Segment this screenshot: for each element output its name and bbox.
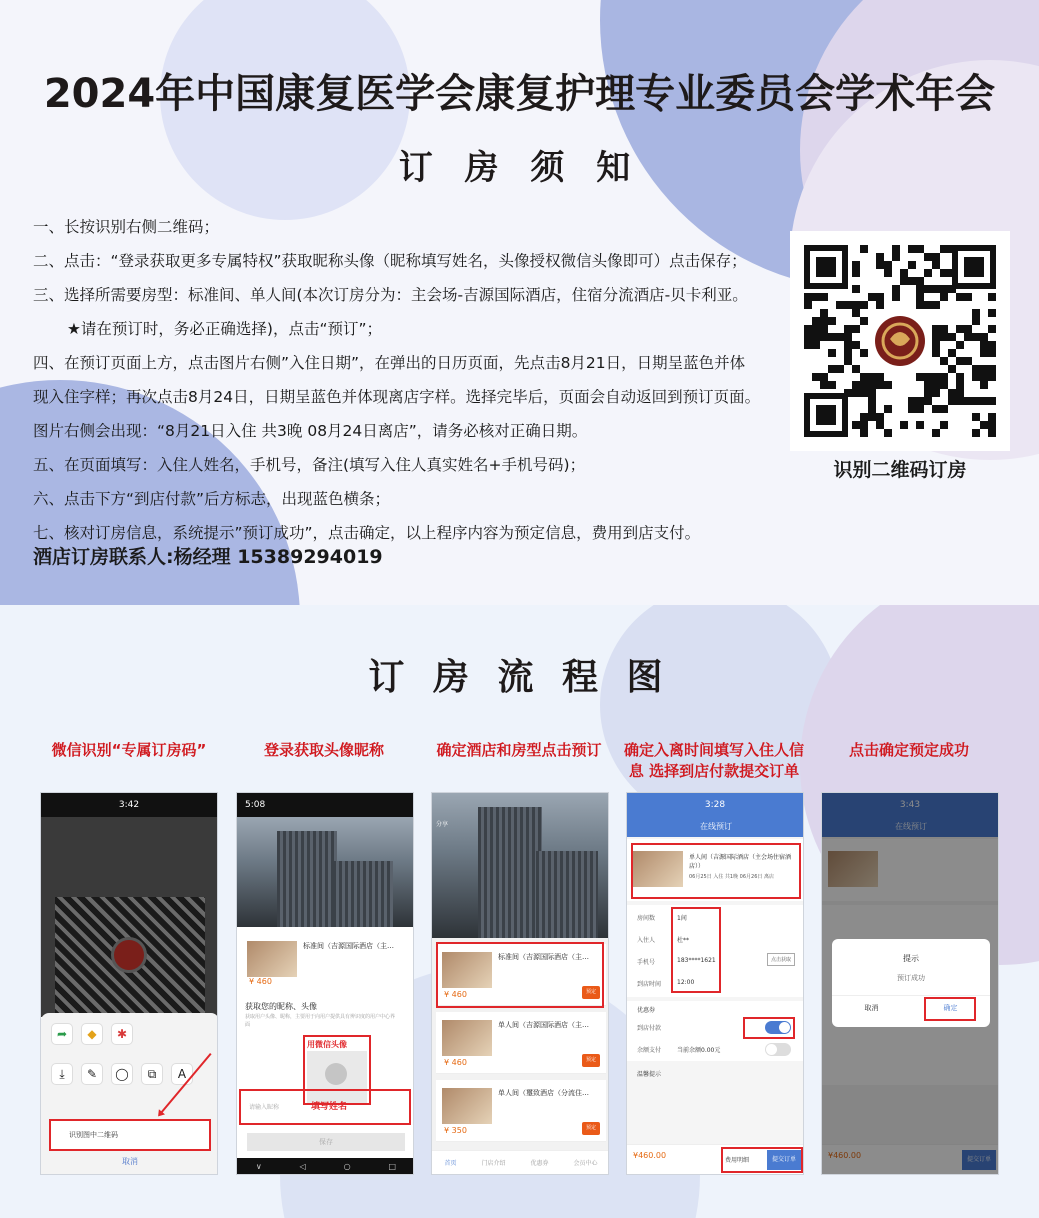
qr-preview <box>41 817 218 1017</box>
balance-value: 当前余额0.00元 <box>677 1047 721 1054</box>
qr-caption: 识别二维码订房 <box>833 459 967 481</box>
phone-input[interactable]: 183****1621 <box>677 957 716 964</box>
tab-home[interactable]: 首页 <box>444 1160 457 1167</box>
building-image <box>333 861 393 927</box>
booking-qr-code[interactable] <box>790 231 1010 451</box>
action-sheet <box>41 1013 218 1175</box>
highlight-box <box>436 942 604 1008</box>
contact-info: 酒店订房联系人:杨经理 15389294019 <box>33 546 383 568</box>
scan-icon[interactable]: ⧉ <box>141 1063 163 1085</box>
nickname-placeholder: 请输入昵称 <box>249 1104 280 1111</box>
hotel-photo <box>432 793 609 938</box>
save-button[interactable]: 保存 <box>247 1133 405 1151</box>
screenshot-step-1 <box>40 792 218 1175</box>
status-time: 3:42 <box>118 800 140 810</box>
get-code-button[interactable]: 点击获取 <box>767 953 795 966</box>
order-total: ¥460.00 <box>828 1151 862 1160</box>
notice-line: 四、在预订页面上方，点击图片右侧”入住日期”，在弹出的日历页面，先点击8月21日，日期呈蓝色并体 <box>33 354 746 372</box>
qr-code-icon <box>790 231 1010 451</box>
room-list <box>432 938 609 1175</box>
screenshot-step-2 <box>236 792 414 1175</box>
search-one-icon[interactable]: ✱ <box>111 1023 133 1045</box>
nav-back-icon[interactable]: ◁ <box>299 1161 306 1171</box>
notice-line: 现入住字样；再次点击8月24日，日期呈蓝色并体现离店字样。选择完毕后，页面会自动返回到预订页面。 <box>33 388 761 406</box>
room-card[interactable] <box>436 1080 606 1142</box>
room-card <box>241 933 411 993</box>
nav-title: 在线预订 <box>627 817 804 837</box>
room-thumbnail <box>442 1020 492 1056</box>
building-image <box>478 807 542 938</box>
highlight-box <box>924 997 976 1021</box>
submit-order-button[interactable]: 提交订单 <box>767 1150 801 1170</box>
save-image-icon[interactable]: ⤓ <box>51 1063 73 1085</box>
sheet-title: 获取您的昵称、头像 <box>245 1002 317 1011</box>
flow-title: 订 房 流 程 图 <box>368 657 671 698</box>
status-time: 3:28 <box>704 800 726 810</box>
notice-line: 七、核对订房信息，系统提示”预订成功”，点击确定，以上程序内容为预定信息，费用到店支付。 <box>33 524 701 542</box>
highlight-box <box>239 1089 411 1125</box>
sheet-desc: 获取用户头像、昵称，主要用于向用户提供具有辨识度的用户中心界面 <box>245 1014 396 1028</box>
order-footer <box>627 1144 804 1174</box>
dialog-title: 提示 <box>903 954 919 963</box>
cancel-button[interactable]: 取消 <box>122 1157 138 1166</box>
favorite-icon[interactable]: ◆ <box>81 1023 103 1045</box>
highlight-box <box>631 843 801 899</box>
field-label: 入住人 <box>637 937 656 944</box>
screenshot-step-5 <box>821 792 999 1175</box>
notice-line: ★请在预订时，务必正确选择)，点击“预订”； <box>67 320 383 338</box>
extract-text-icon[interactable]: A <box>171 1063 193 1085</box>
tips-title: 温馨提示 <box>637 1071 662 1078</box>
notice-line: 五、在页面填写：入住人姓名，手机号，备注(填写入住人真实姓名+手机号码)； <box>33 456 586 474</box>
success-dialog <box>832 939 990 1027</box>
highlight-box <box>671 907 721 993</box>
status-bar <box>627 793 803 817</box>
tab-member[interactable]: 会员中心 <box>573 1160 598 1167</box>
dialog-message: 预订成功 <box>897 974 925 982</box>
notice-line: 一、长按识别右侧二维码； <box>33 218 220 236</box>
balance-label: 余额支付 <box>637 1047 662 1054</box>
flow-section <box>0 605 1039 1218</box>
notice-line: 图片右侧会出现：“8月21日入住 共3晚 08月24日离店”，请务必核对正确日期。 <box>33 422 588 440</box>
hotel-photo <box>237 817 414 927</box>
notice-section <box>0 0 1039 605</box>
submit-order-button[interactable]: 提交订单 <box>962 1150 996 1170</box>
dialog-cancel-button[interactable]: 取消 <box>864 1004 879 1012</box>
recognize-qr-option[interactable]: 识别图中二维码 <box>51 1121 209 1149</box>
room-price: ¥ 350 <box>444 1126 467 1135</box>
screenshot-step-3 <box>431 792 609 1175</box>
payment-options <box>627 1001 804 1061</box>
status-bar <box>237 793 413 817</box>
room-price: ¥ 460 <box>249 977 272 986</box>
screenshot-step-4 <box>626 792 804 1175</box>
page-title: 2024年中国康复医学会康复护理专业委员会学术年会 <box>43 71 996 117</box>
dialog-confirm-button[interactable]: 确定 <box>943 1004 958 1012</box>
room-name: 标准间（吉源国际酒店（主… <box>498 953 589 961</box>
cost-detail-link[interactable]: 费用明细 <box>725 1157 750 1164</box>
nav-title: 在线预订 <box>822 817 999 837</box>
step-label-3: 确定酒店和房型点击预订 <box>436 741 602 759</box>
room-price: ¥ 460 <box>444 990 467 999</box>
room-name: 单人间（吉源国际酒店（主会场住宿酒店）） <box>689 854 792 870</box>
building-image <box>277 831 337 927</box>
arrival-time[interactable]: 12:00 <box>677 979 695 986</box>
room-price: ¥ 460 <box>444 1058 467 1067</box>
comment-icon[interactable]: ◯ <box>111 1063 133 1085</box>
guest-form <box>627 905 804 997</box>
status-time: 3:43 <box>899 800 921 810</box>
share-link[interactable]: 分享 <box>436 821 449 828</box>
highlight-box <box>721 1147 803 1173</box>
tab-bar <box>432 1150 609 1174</box>
notice-title: 订 房 须 知 <box>398 148 641 188</box>
forward-icon[interactable]: ➦ <box>51 1023 73 1045</box>
notice-line: 六、点击下方“到店付款”后方标志，出现蓝色横条； <box>33 490 391 508</box>
nav-home-icon[interactable]: ○ <box>343 1161 351 1171</box>
book-button[interactable]: 预定 <box>582 1122 600 1135</box>
balance-toggle[interactable] <box>765 1043 791 1056</box>
tab-store[interactable]: 门店介绍 <box>481 1160 506 1167</box>
highlight-box <box>743 1017 795 1039</box>
notice-line: 二、点击：“登录获取更多专属特权”获取昵称头像（昵称填写姓名，头像授权微信头像即可）点击保存； <box>33 252 747 270</box>
notice-line: 三、选择所需要房型：标准间、单人间(本次订房分为：主会场-吉源国际酒店，住宿分流酒店-贝卡利亚。 <box>33 286 748 304</box>
room-thumbnail <box>247 941 297 977</box>
room-name: 单人间（吉源国际酒店（主… <box>498 1021 589 1029</box>
building-image <box>536 851 598 938</box>
coupon-row[interactable]: 优惠券 <box>637 1007 656 1014</box>
book-button[interactable]: 预定 <box>582 986 600 999</box>
step-label-5: 点击确定预定成功 <box>848 741 969 759</box>
status-time: 5:08 <box>245 800 266 810</box>
nickname-hint: 填写姓名 <box>310 1102 347 1112</box>
auth-sheet <box>237 991 414 1175</box>
divider <box>832 995 990 996</box>
nav-menu-icon[interactable]: ∨ <box>255 1161 262 1171</box>
room-name: 标准间（吉源国际酒店（主… <box>303 942 394 950</box>
status-bar <box>41 793 217 817</box>
guest-name-input[interactable]: 杜** <box>677 937 690 944</box>
field-label: 手机号 <box>637 959 656 966</box>
notice-list <box>33 210 783 550</box>
booking-room-card <box>627 839 804 901</box>
pay-at-store-label: 到店付款 <box>637 1025 662 1032</box>
nav-recent-icon[interactable]: □ <box>388 1161 397 1171</box>
room-card[interactable] <box>436 1012 606 1074</box>
qr-logo-icon <box>111 937 147 973</box>
system-nav-bar <box>237 1158 414 1174</box>
order-total: ¥460.00 <box>633 1151 667 1160</box>
book-button[interactable]: 预定 <box>582 1054 600 1067</box>
field-label: 到店时间 <box>637 981 662 988</box>
stay-dates[interactable]: 06月25日 入住 共1晚 06月26日 离店 <box>689 874 774 880</box>
tab-coupon[interactable]: 优惠券 <box>530 1160 549 1167</box>
avatar-hint: 用微信头像 <box>307 1040 347 1049</box>
step-label-4: 确定入离时间填写入住人信息 选择到店付款提交订单 <box>623 741 804 780</box>
room-name: 单人间（璽致酒店（分流住… <box>498 1089 589 1097</box>
edit-icon[interactable]: ✎ <box>81 1063 103 1085</box>
rooms-value[interactable]: 1间 <box>677 915 687 922</box>
step-label-1: 微信识别“专属订房码” <box>51 741 207 759</box>
field-label: 房间数 <box>637 915 656 922</box>
highlight-box <box>49 1119 211 1151</box>
step-label-2: 登录获取头像昵称 <box>263 741 384 759</box>
room-thumbnail <box>442 1088 492 1124</box>
